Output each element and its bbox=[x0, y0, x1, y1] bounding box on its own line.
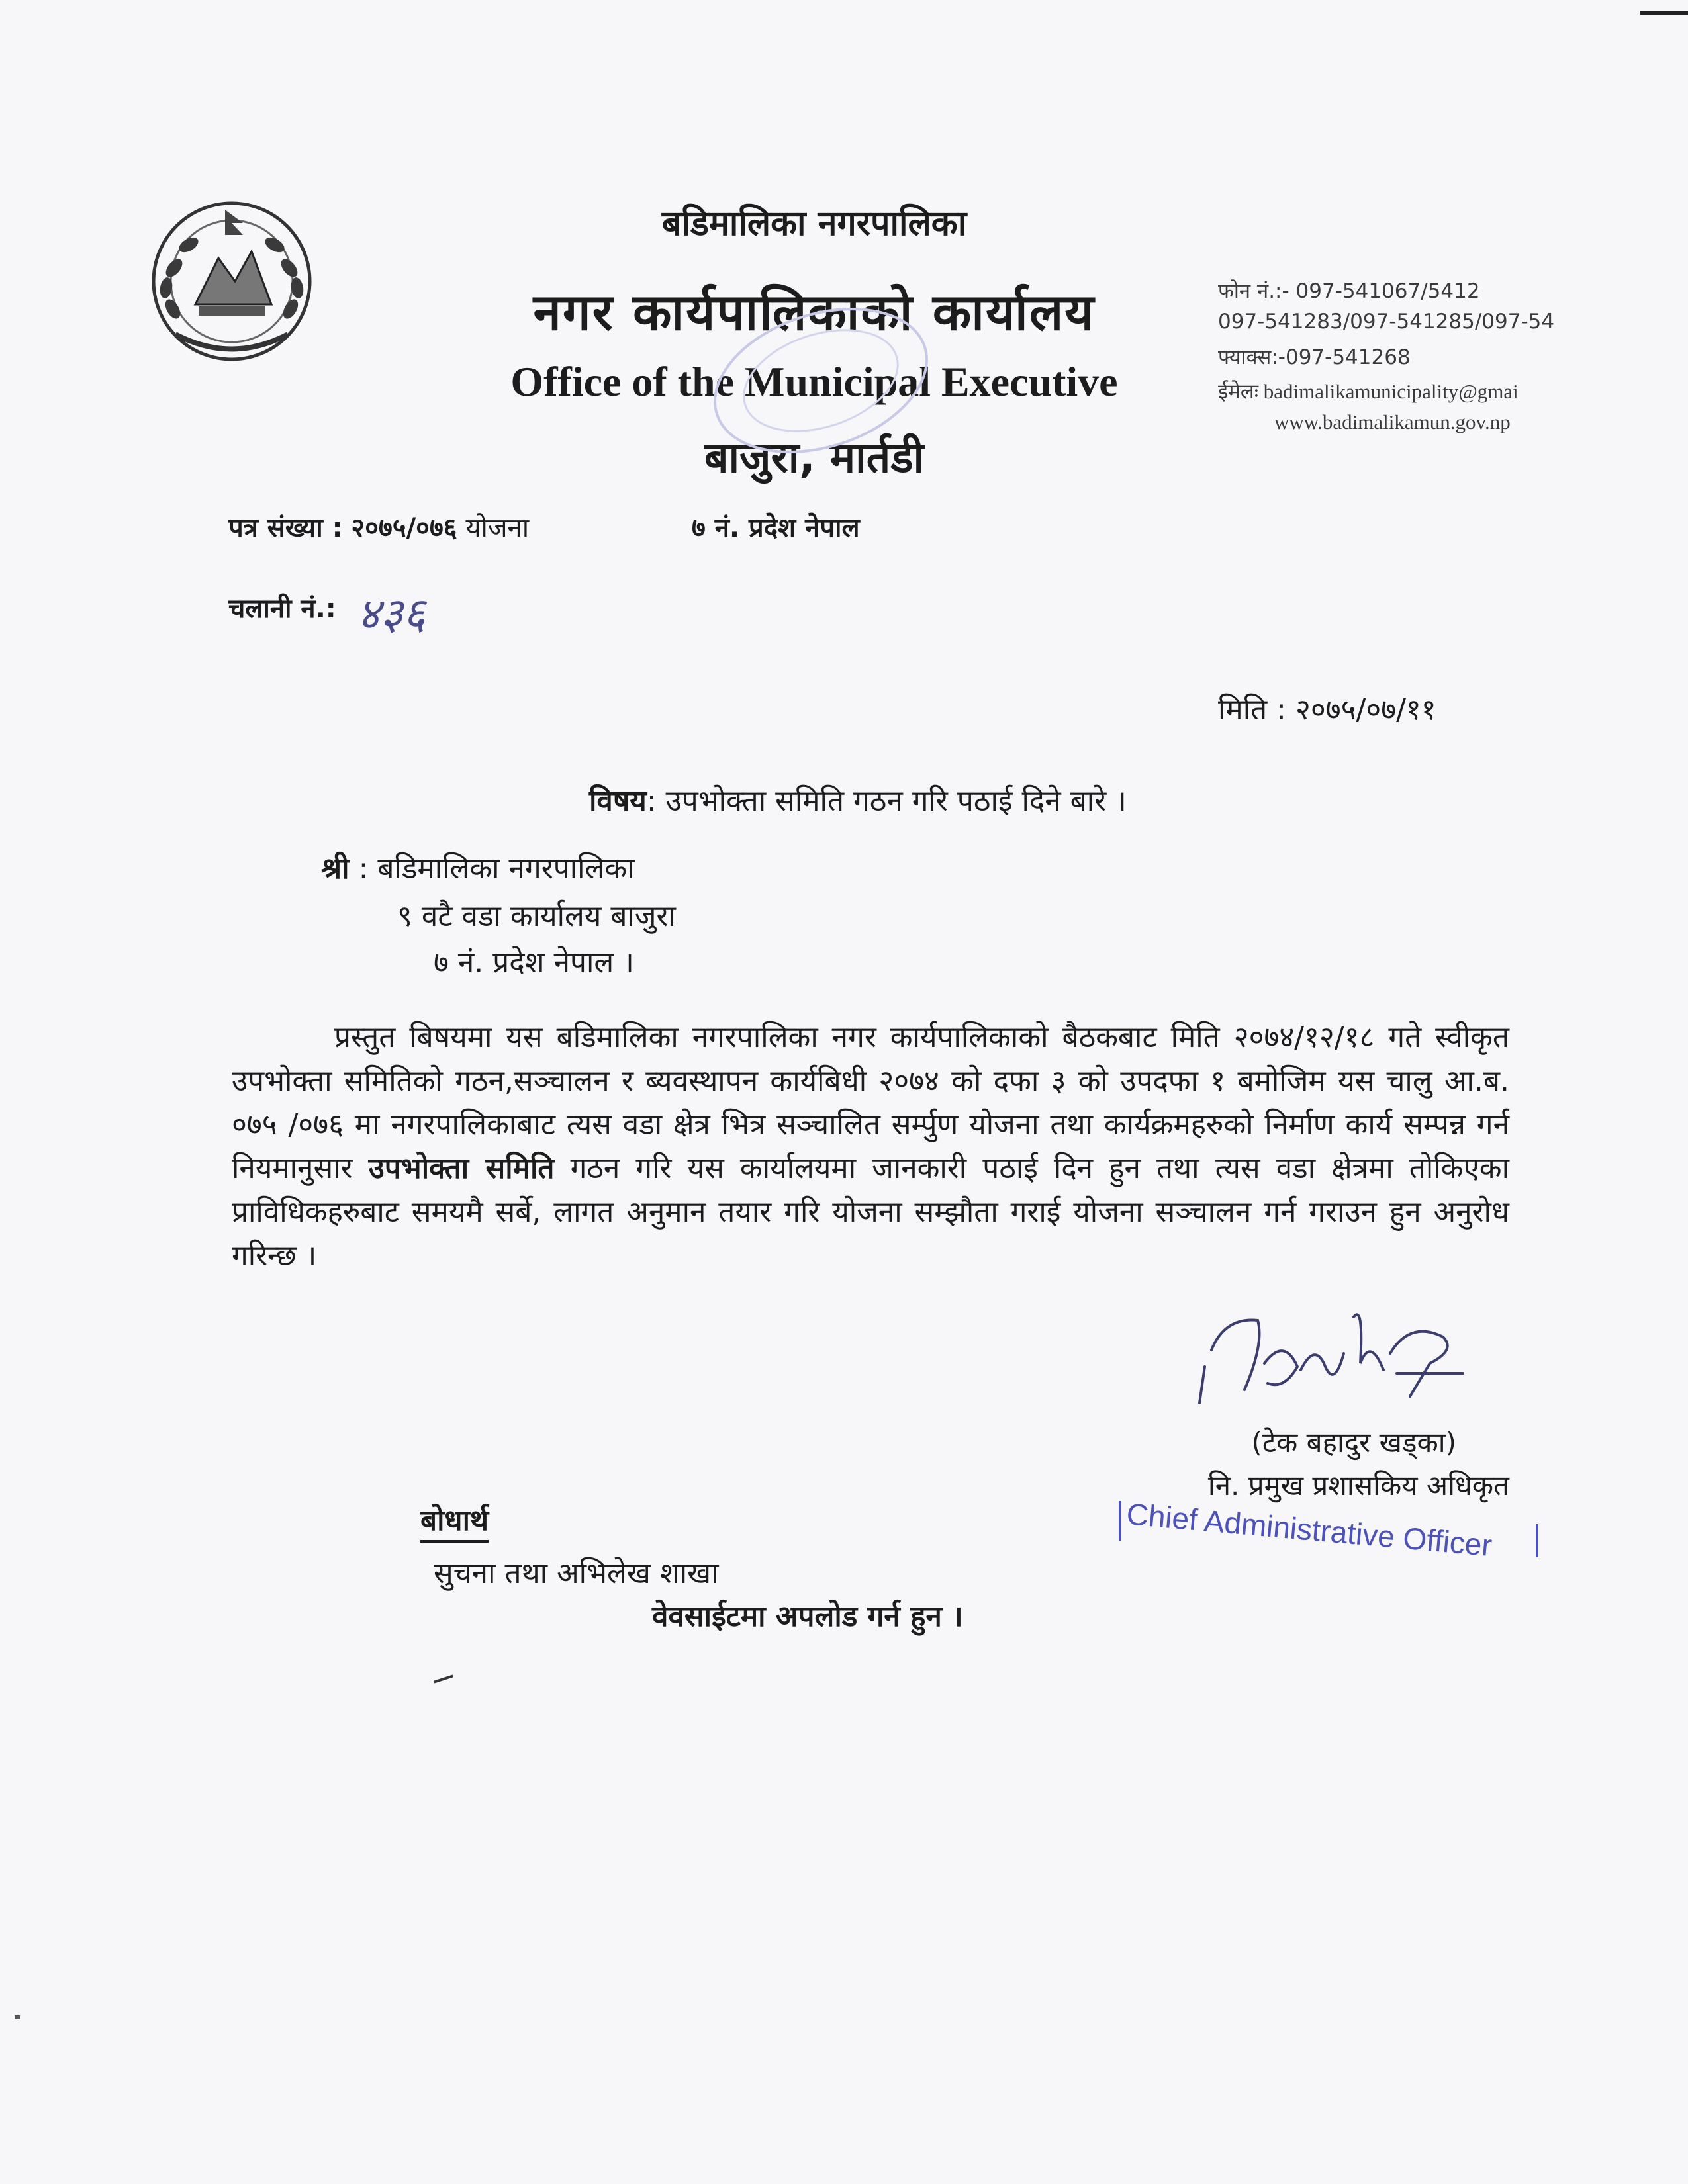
date-label: मिति : bbox=[1218, 693, 1286, 727]
nepal-emblem-logo bbox=[136, 189, 328, 367]
letter-body bbox=[232, 1016, 1509, 1278]
chief-administrative-officer-stamp bbox=[1112, 1475, 1549, 1567]
contact-phone: फोन नं.:- 097-541067/5412 bbox=[1218, 279, 1480, 303]
chalani-label bbox=[228, 589, 336, 625]
recipient-prefix: श्री bbox=[321, 852, 350, 886]
province: ७ नं. प्रदेश नेपाल bbox=[692, 513, 860, 543]
scan-corner-mark bbox=[1640, 11, 1688, 15]
subject-label: विषय bbox=[589, 784, 647, 818]
office-location: बाजुरा, मार्तडी bbox=[704, 433, 925, 482]
patra-suffix: योजना bbox=[465, 513, 530, 543]
patra-sankhya bbox=[228, 508, 529, 545]
handwritten-signature bbox=[1185, 1291, 1489, 1423]
date-value: २०७५/०७/११ bbox=[1295, 693, 1436, 727]
recipient-line-1 bbox=[321, 847, 635, 887]
contact-phone-2: 097-541283/097-541285/097-54 bbox=[1218, 310, 1555, 334]
recipient-line-3: ७ नं. प्रदेश नेपाल । bbox=[434, 946, 634, 979]
cc-line-1: सुचना तथा अभिलेख शाखा bbox=[434, 1557, 719, 1590]
date-line bbox=[1218, 688, 1436, 728]
chalani-label-text: चलानी नं.: bbox=[228, 594, 336, 624]
municipality-name: बडिमालिका नगरपालिका bbox=[661, 204, 967, 244]
office-title-english: Office of the Municipal Executive bbox=[510, 358, 1118, 405]
recipient-name: : बडिमालिका नगरपालिका bbox=[358, 852, 635, 886]
office-title-nepali: नगर कार्यपालिकाको कार्यालय bbox=[533, 283, 1096, 341]
contact-email: ईमेलः badimalikamunicipality@gmai bbox=[1218, 380, 1519, 403]
signatory-name: (टेक बहादुर खड्का) bbox=[1251, 1426, 1456, 1459]
bodharth-heading: बोधार्थ bbox=[420, 1499, 489, 1543]
scan-speck bbox=[15, 2015, 20, 2019]
patra-number: २०७५/०७६ bbox=[351, 513, 457, 543]
subject-text: : उपभोक्ता समिति गठन गरि पठाई दिने बारे । bbox=[646, 784, 1127, 818]
cc-line-2: वेवसाईटमा अपलोड गर्न हुन । bbox=[652, 1600, 963, 1633]
office-stamp-ghost bbox=[702, 304, 940, 457]
stray-mark bbox=[434, 1674, 453, 1683]
province-line bbox=[692, 508, 860, 545]
contact-fax: फ्याक्स:-097-541268 bbox=[1218, 345, 1411, 369]
recipient-line-2: ९ वटै वडा कार्यालय बाजुरा bbox=[397, 899, 676, 933]
contact-website: www.badimalikamun.gov.np bbox=[1274, 410, 1511, 433]
chalani-handwritten-number: ४३६ bbox=[357, 588, 426, 639]
subject-line bbox=[589, 780, 1127, 819]
body-part-1: प्रस्तुत बिषयमा यस बडिमालिका नगरपालिका नगर कार्यपालिकाको बैठकबाट मिति २०७४/१२/१८ गते स्वीकृत उपभोक्ता समितिको गठन,सञ्चालन र ब्यवस्थापन कार्यबिधी २०७४ को दफा ३ को उपदफा १ बमोजिम यस चालु आ.ब. ०७५ /०७६ मा नगरपालिकाबाट त्यस वडा क्षेत्र भित्र सञ्चालित सर्म्पुण योजना तथा कार्यक्रमहरुको निर्माण कार्य सम्पन्न गर्न नियमानुसार bbox=[232, 1021, 1509, 1185]
patra-label: पत्र संख्या : bbox=[228, 513, 343, 543]
body-bold-phrase: उपभोक्ता समिति bbox=[368, 1152, 555, 1185]
signatory-title: नि. प्रमुख प्रशासकिय अधिकृत bbox=[1207, 1469, 1509, 1502]
body-part-2: गठन गरि यस कार्यालयमा जानकारी पठाई दिन हुन तथा त्यस वडा क्षेत्रमा तोकिएका प्राविधिकहरुबाट समयमै सर्बे, लागत अनुमान तयार गरि योजना सम्झौता गराई योजना सञ्चालन गर्न गराउन हुन अनुरोध गरिन्छ । bbox=[232, 1152, 1509, 1273]
stamp-text: Chief Administrative Officer bbox=[1125, 1496, 1494, 1563]
